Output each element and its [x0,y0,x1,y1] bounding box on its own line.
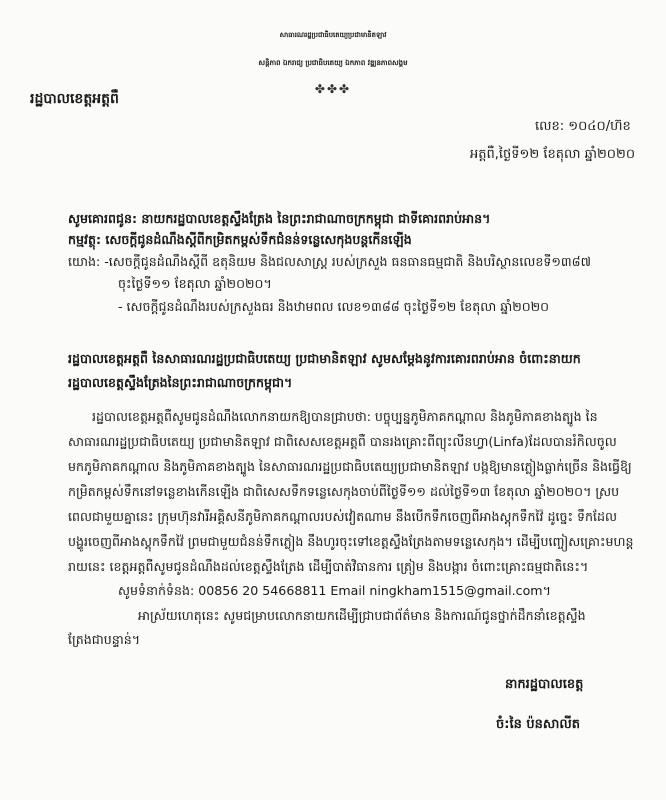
reference-line-1: យោង: -សេចក្តីជូនដំណឹងស្តីពី ឧតុនិយម និងជលសាស្ត្រ របស់ក្រសួង ធនធានធម្មជាតិ និងបរិស្ថានលេខទី១៣៨៧ [68,254,591,269]
body-line-4: កម្រិតកម្ពស់ទឹកនៅទន្លេខាងកើនឡើង ជាពិសេសទឹកទន្លេសេកុងចាប់ពីថ្ងៃទី១១ ដល់ថ្ងៃទី១៣ ខែតុលា ឆ្នាំ២០២០។ ស្រប [68,484,620,499]
national-motto: សន្តិភាព ឯករាជ្យ ប្រជាធិបតេយ្យ ឯកភាព វឌ្ឍនភាពសង្គម [258,59,408,67]
body-line-7: រាយនេះ ខេត្តអត្តពឺសូមជូនដំណឹងដល់ខេត្តស្ទឹងត្រែង ដើម្បីបាត់វិធានការ ត្រៀម និងបង្ការ ចំពោះគ្រោះធម្មជាតិនេះ។ [68,559,589,574]
ornament-divider: ✤✤✤ [314,82,352,96]
reference-line-2: - សេចក្តីជូនដំណឹងរបស់ក្រសួងធរ និងឋាមពល លេខ១៣៨៨ ចុះថ្ងៃទី១២ ខែតុលា ឆ្នាំ២០២០ [118,299,550,314]
contact-line: សូមទំនាក់ទំនង: 00856 20 54668811 Email ningkham1515@gmail.com។ [118,583,551,598]
subject-line: កម្មវត្ថុ: សេចក្តីជូនដំណឹងស្តីពីកម្រិតកម្ពស់ទឹកជំនន់ទន្លេសេកុងបន្តកើនឡើង [68,232,412,247]
intro-line-1: រដ្ឋបាលខេត្តអត្តពឺ នៃសាធារណរដ្ឋប្រជាធិបតេយ្យ ប្រជាមានិតឡាវ សូមសម្តែងនូវការគោរពរាប់អាន ចំពោះនាយក [68,351,581,366]
body-line-2: សាធារណរដ្ឋប្រជាធិបតេយ្យ ប្រជាមានិតឡាវ ជាពិសេសខេត្តអត្តពឺ បានរងគ្រោះពីព្យុះលីនហ្វា(Linfa)ដែលបានរំកិលចូល [68,434,617,449]
closing-line-1: អាស្រ័យហេតុនេះ សូមជម្រាបលោកនាយកដើម្បីជ្រាបជាព័ត៌មាន និងការណ៍ជូនថ្នាក់ដឹកនាំខេត្តស្ទឹង [138,608,586,623]
reference-number: លេខ: ១០៤០/ហ៊ខ [535,119,631,134]
reference-line-1-cont: ចុះថ្ងៃទី១១ ខែតុលា ឆ្នាំ២០២០។ [118,276,272,291]
closing-line-2: ត្រែងជាបន្ទាន់។ [68,632,141,647]
signatory-title: នាករដ្ឋបាលខេត្ត [505,677,584,692]
body-line-3: មកភូមិភាគកណ្តាល និងភូមិភាគខាងត្បូង នៃសាធារណរដ្ឋប្រជាធិបតេយ្យប្រជាមានិតឡាវ បង្កឱ្យមានភ្លៀងធ្លាក់ច្រើន និងធ្វើឱ្យ [68,459,632,474]
addressee-line: សូមគោរពជូន: នាយករដ្ឋបាលខេត្តស្ទឹងត្រែង នៃព្រះរាជាណាចក្រកម្ពុជា ជាទីគោរពរាប់អាន។ [68,211,491,226]
kingdom-title: សាធារណរដ្ឋប្រជាធិបតេយ្យប្រជាមានិតឡាវ [279,31,387,39]
body-line-5: ពេលជាមួយគ្នានេះ ក្រុមហ៊ុនវារីអគ្គិសនីភូមិភាគកណ្តាលរបស់វៀតណាម នឹងបើកទឹកចេញពីអាងស្តុកទឹកវ៉ៃ ដូច្នេះ ទឹកដែល [68,509,617,524]
letter-date: អត្តពឺ,ថ្ងៃទី១២ ខែតុលា ឆ្នាំ២០២០ [470,147,636,162]
intro-line-2: រដ្ឋបាលខេត្តស្ទឹងត្រែងនៃព្រះរាជាណាចក្រកម្ពុជា។ [68,375,293,390]
body-line-6: បង្ហូរចេញពីអាងស្តុកទឹកវ៉ៃ ព្រមជាមួយជំនន់ទឹកភ្លៀង នឹងហូរចុះទៅខេត្តស្ទឹងត្រែងតាមទន្លេសេកុង។ ដើម្បីបញ្ចៀសគ្រោះមហន្ត [68,534,634,549]
body-line-1: រដ្ឋបាលខេត្តអត្តពឺសូមជូនដំណឹងលោកនាយកឱ្យបានជ្រាបថា: បច្ចុប្បន្នភូមិភាគកណ្តាល និងភូមិភាគខាងត្បូង នៃ [92,409,598,424]
issuing-office: រដ្ឋបាលខេត្តអត្តពឺ [30,91,119,107]
signatory-name: ចំ:នៃ ប៉នសាលីត [496,717,580,732]
